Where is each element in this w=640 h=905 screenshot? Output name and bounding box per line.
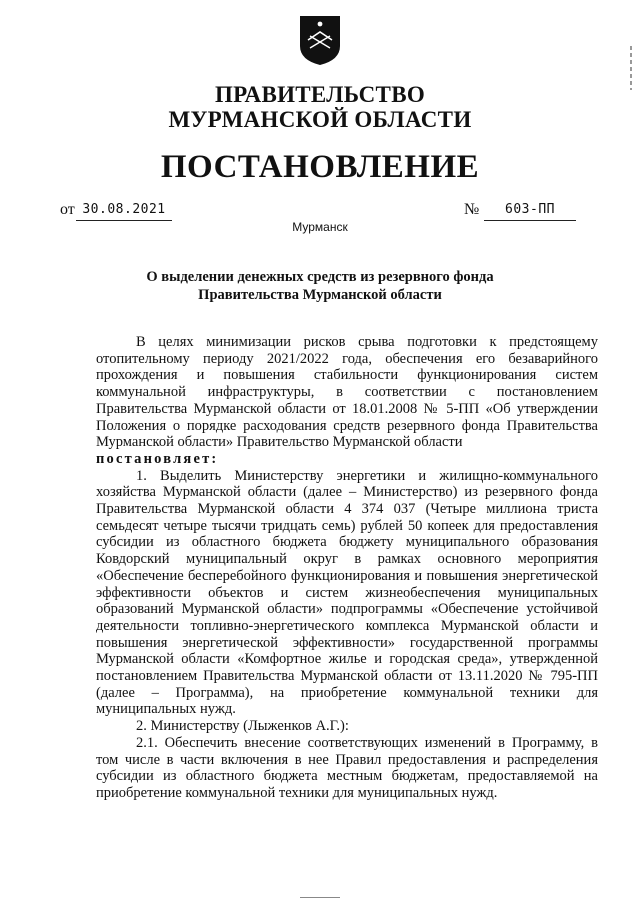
subject-line1: О выделении денежных средств из резервного фонда [146,269,494,285]
document-type-title: ПОСТАНОВЛЕНИЕ [160,149,480,185]
footer-divider [300,897,340,898]
date-prefix: от [60,201,75,218]
subject-line2: Правительства Мурманской области [198,287,442,303]
item-2-paragraph: 2. Министерству (Лыженков А.Г.): [136,718,349,735]
government-title-line2: МУРМАНСКОЙ ОБЛАСТИ [168,107,472,132]
item-1-paragraph: 1. Выделить Министерству энергетики и жилищно-коммунального хозяйства Мурманской области (далее – Министерство) из резервного фонда Правительства Мурманской области 4 374 037 (Четыре миллиона триста семьдесят четыре тысячи тридцать семь) рублей 50 копеек для предоставления субсидии из областного бюджета бюджету муниципального образования Ковдорский муниципальный округ в рамках основного мероприятия «Обеспечение бесперебойного функционирования и повышения энергетической эффективности объектов и систем жизнеобеспечения муниципальных образований Мурманской области» подпрограммы «Обеспечение устойчивой деятельности топливно-энергетического комплекса Мурманской области и повышения энергетической эффективности» государственной программы Мурманской области «Комфортное жилье и городская среда», утвержденной постановлением Правительства Мурманской области от 13.11.2020 № 795-ПП (далее – Программа), на приобретение коммунальной техники для муниципальных нужд. [96,467,598,718]
government-title-line1: ПРАВИТЕЛЬСТВО [214,82,426,107]
murmansk-coat-of-arms-icon [298,14,342,66]
document-date: 30.08.2021 [76,200,172,221]
document-number: 603-ПП [484,200,576,221]
resolves-paragraph [96,451,598,468]
city: Мурманск [292,220,348,234]
document-body [96,334,598,802]
item-2-1-paragraph: 2.1. Обеспечить внесение соответствующих изменений в Программу, в том числе в части включения в нее Правил предоставления и распределения субсидии из областного бюджета местным бюджетам, предоставляемой на приобретение коммунальной техники для муниципальных нужд. [96,734,598,801]
resolves-word: постановляет: [96,450,219,467]
preamble-paragraph: В целях минимизации рисков срыва подготовки к предстоящему отопительному периоду 2021/2022 года, обеспечения его безаварийного прохождения и повышения стабильности функционирования систем коммунальной инфраструктуры, в соответствии с постановлением Правительства Мурманской области от 18.01.2008 № 5-ПП «Об утверждении Положения о порядке расходования средств резервного фонда Правительства Мурманской области» Правительство Мурманской области [96,334,598,451]
scan-edge-mark [630,46,632,90]
number-prefix: № [464,201,480,218]
